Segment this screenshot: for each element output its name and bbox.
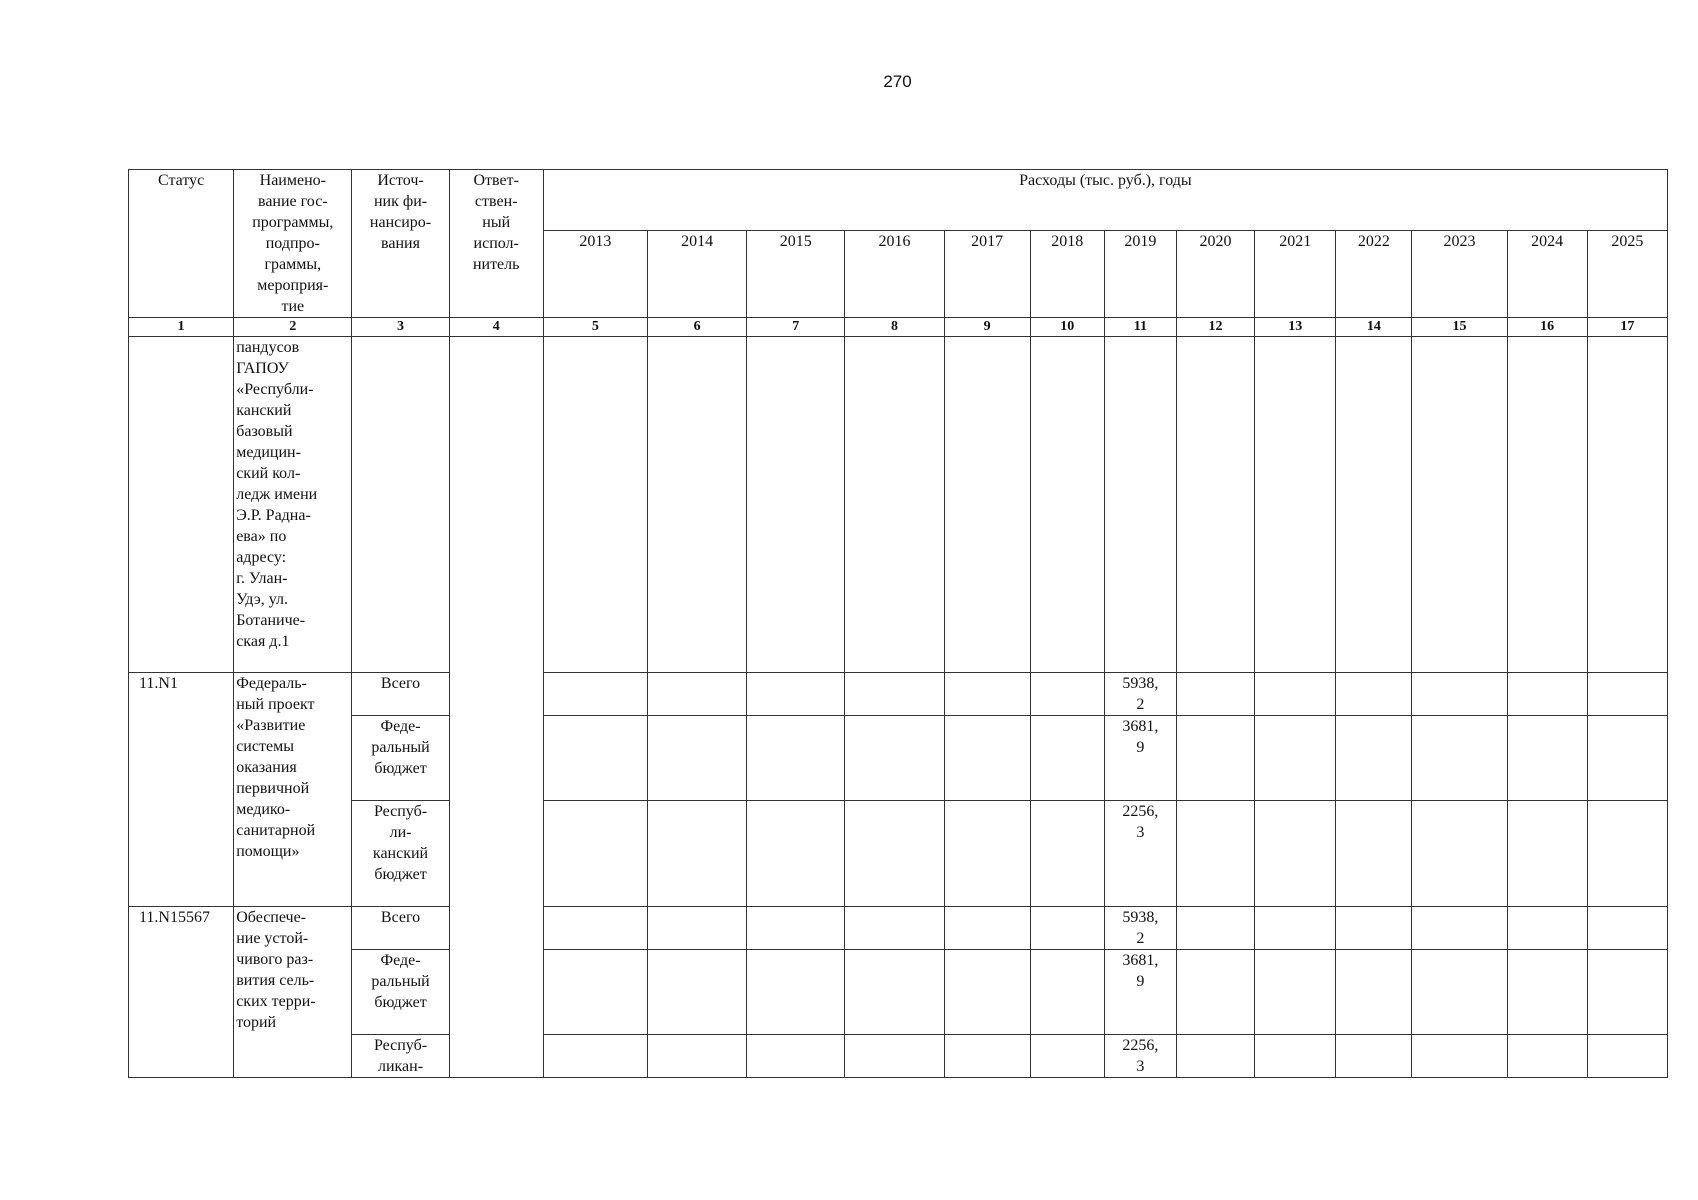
column-number: 7 [747, 318, 845, 337]
year-header: 2014 [647, 231, 746, 318]
table-row [129, 801, 1668, 907]
value-2019: 3681, 9 [1104, 950, 1176, 1035]
header-expenses: Расходы (тыс. руб.), годы [543, 170, 1667, 231]
year-header: 2021 [1255, 231, 1336, 318]
year-header: 2017 [944, 231, 1030, 318]
header-executor: Ответ- ствен- ный испол- нитель [449, 170, 543, 318]
value-2019: 2256, 3 [1104, 801, 1176, 907]
name-cell: Федераль- ный проект «Развитие системы оказания первичной медико- санитарной помощи» [234, 673, 352, 907]
column-number: 15 [1412, 318, 1507, 337]
table-row [129, 950, 1668, 1035]
column-number: 14 [1336, 318, 1412, 337]
column-number: 10 [1030, 318, 1104, 337]
source-cell: Всего [352, 907, 449, 950]
value-2019: 3681, 9 [1104, 716, 1176, 801]
table-row [129, 673, 1668, 716]
year-header: 2025 [1587, 231, 1667, 318]
column-number: 5 [543, 318, 647, 337]
value-2019: 2256, 3 [1104, 1035, 1176, 1078]
column-number: 8 [845, 318, 944, 337]
year-header: 2015 [747, 231, 845, 318]
year-header: 2020 [1176, 231, 1254, 318]
table-row [129, 1035, 1668, 1078]
source-cell: Респуб- ли- канский бюджет [352, 801, 449, 907]
column-number: 13 [1255, 318, 1336, 337]
source-cell: Респуб- ликан- [352, 1035, 449, 1078]
page-number: 270 [883, 72, 912, 91]
column-number: 4 [449, 318, 543, 337]
source-cell [352, 337, 449, 673]
year-header: 2023 [1412, 231, 1507, 318]
year-header: 2018 [1030, 231, 1104, 318]
year-header: 2024 [1507, 231, 1587, 318]
table-row [129, 907, 1668, 950]
column-number: 1 [129, 318, 234, 337]
column-number: 12 [1176, 318, 1254, 337]
name-cell: Обеспече- ние устой- чивого раз- вития сель- ских терри- торий [234, 907, 352, 1078]
column-number: 2 [234, 318, 352, 337]
column-number: 9 [944, 318, 1030, 337]
column-number: 11 [1104, 318, 1176, 337]
name-cell: пандусов ГАПОУ «Республи- канский базовый медицин- ский кол- ледж имени Э.Р. Радна- ева» по адресу: г. Улан- Удэ, ул. Ботаниче- ская д.1 [234, 337, 352, 673]
status-cell: 11.N15567 [129, 907, 234, 1078]
column-number: 16 [1507, 318, 1587, 337]
column-number: 17 [1587, 318, 1667, 337]
budget-table [128, 169, 1668, 1078]
table-row [129, 337, 1668, 673]
source-cell: Феде- ральный бюджет [352, 716, 449, 801]
executor-cell [449, 337, 543, 1078]
column-number-row [129, 318, 1668, 337]
value-2019: 5938, 2 [1104, 907, 1176, 950]
column-number: 6 [647, 318, 746, 337]
header-row [129, 170, 1668, 231]
source-cell: Феде- ральный бюджет [352, 950, 449, 1035]
header-status: Статус [129, 170, 234, 318]
table-row [129, 716, 1668, 801]
value-2019: 5938, 2 [1104, 673, 1176, 716]
header-source: Источ- ник фи- нансиро- вания [352, 170, 449, 318]
year-header: 2019 [1104, 231, 1176, 318]
status-cell [129, 337, 234, 673]
source-cell: Всего [352, 673, 449, 716]
year-header: 2022 [1336, 231, 1412, 318]
year-header: 2013 [543, 231, 647, 318]
header-name: Наимено- вание гос- программы, подпро- граммы, мероприя- тие [234, 170, 352, 318]
status-cell: 11.N1 [129, 673, 234, 907]
column-number: 3 [352, 318, 449, 337]
year-header: 2016 [845, 231, 944, 318]
